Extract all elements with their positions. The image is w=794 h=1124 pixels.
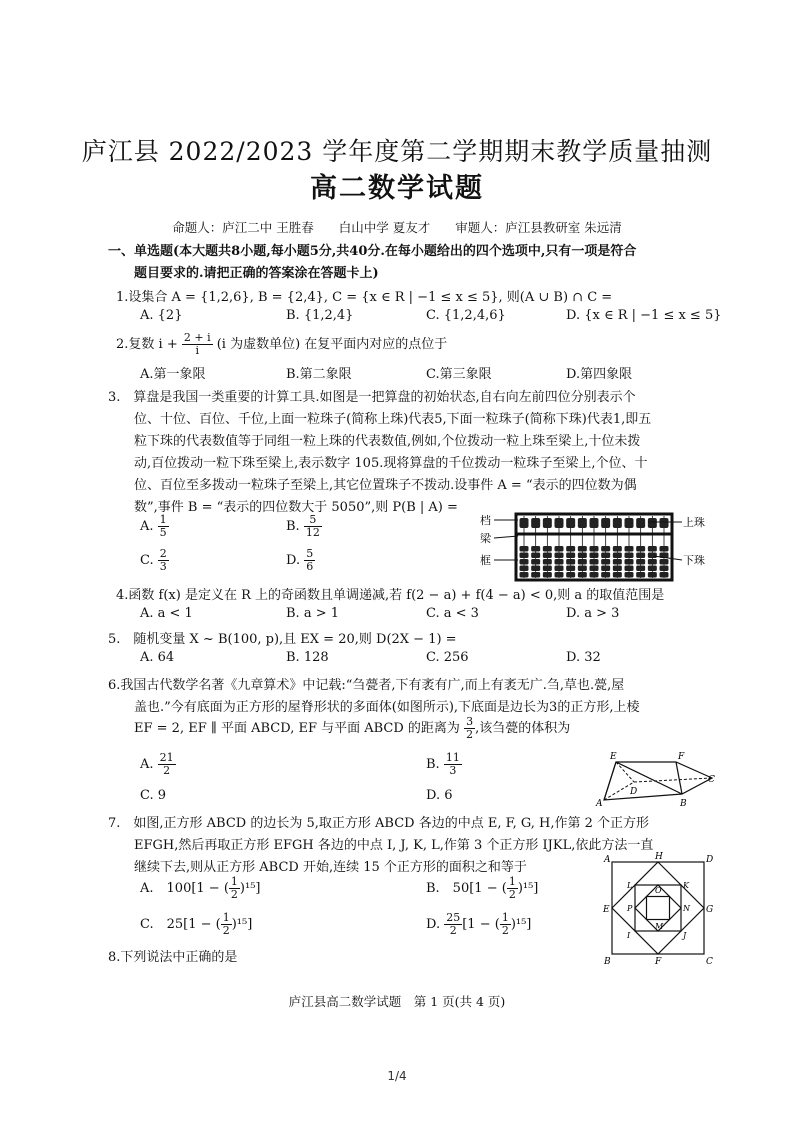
q3-line2: 位、十位、百位、千位,上面一粒珠子(简称上珠)代表5,下面一粒珠子(简称下珠)代表1,即五 [134, 412, 652, 427]
abacus-lower-bead [520, 546, 529, 552]
abacus-lower-bead [613, 566, 622, 572]
q6-b-den: 3 [449, 764, 457, 777]
q7-a-half-den: 2 [230, 888, 238, 901]
abacus-figure [478, 510, 718, 584]
q7-option-c [140, 912, 252, 937]
q7-d-half-num: 1 [501, 911, 509, 924]
abacus-lower-bead [566, 553, 575, 559]
abacus-label-shangzhu: 上珠 [683, 516, 705, 529]
q7-b-pre: B. 50[1 − ( [426, 881, 507, 896]
abacus-label-liang: 梁 [480, 532, 491, 545]
square-label-a: A [604, 855, 611, 865]
q6-line3 [134, 716, 570, 741]
q2-frac-den: i [195, 344, 199, 357]
square-label-n: N [683, 904, 690, 913]
q2-fraction [182, 332, 213, 357]
abacus-lower-bead [555, 572, 564, 578]
q3-a-label: A. [140, 519, 154, 534]
q2-stem-post: (i 为虚数单位) 在复平面内对应的点位于 [216, 337, 448, 352]
abacus-lower-bead [555, 566, 564, 572]
page-number: 1/4 [387, 1069, 407, 1083]
q1-option-c: C. {1,2,4,6} [426, 308, 506, 323]
abacus-lower-bead [636, 546, 645, 552]
square-label-l: L [627, 881, 633, 890]
q5-option-b: B. 128 [286, 650, 329, 665]
q6-option-a [140, 752, 176, 777]
q3-option-c [140, 548, 169, 573]
abacus-lower-bead [578, 566, 587, 572]
q3-line1: 3. 算盘是我国一类重要的计算工具.如图是一把算盘的初始状态,自右向左前四位分别表示个 [108, 390, 636, 405]
q6-a-num: 21 [159, 751, 174, 764]
square-label-i: I [627, 931, 631, 940]
q7-option-a [140, 876, 260, 901]
q7-line1: 7. 如图,正方形 ABCD 的边长为 5,取正方形 ABCD 各边的中点 E, F, G, H,作第 2 个正方形 [108, 816, 650, 831]
q3-option-a [140, 514, 169, 539]
abacus-lower-bead [566, 566, 575, 572]
q7-a-post: )¹⁵] [239, 881, 261, 896]
abacus-lower-bead [590, 553, 599, 559]
abacus-lower-bead [578, 553, 587, 559]
q1-stem: 1.设集合 A = {1,2,6}, B = {2,4}, C = {x ∈ R | −1 ≤ x ≤ 5}, 则(A ∪ B) ∩ C = [116, 290, 613, 305]
q4-option-b: B. a > 1 [286, 606, 339, 621]
abacus-lower-bead [590, 546, 599, 552]
q1-option-d: D. {x ∈ R | −1 ≤ x ≤ 5} [566, 308, 722, 323]
q3-a-den: 5 [159, 526, 167, 539]
q3-a-num: 1 [159, 513, 167, 526]
square-label-e: E [603, 905, 610, 915]
abacus-lower-bead [636, 553, 645, 559]
q3-c-num: 2 [159, 547, 167, 560]
square-label-f: F [655, 957, 662, 966]
abacus-upper-bead [613, 518, 622, 528]
abacus-lower-bead [531, 559, 540, 565]
q6-b-num: 11 [445, 751, 460, 764]
abacus-lower-bead [578, 546, 587, 552]
abacus-upper-bead [590, 518, 599, 528]
q4-option-a: A. a < 1 [140, 606, 193, 621]
q7-option-b [426, 876, 538, 901]
abacus-lower-bead [543, 553, 552, 559]
abacus-lower-bead [613, 546, 622, 552]
q7-b-post: )¹⁵] [517, 881, 539, 896]
abacus-upper-bead [578, 518, 587, 528]
q7-c-pre: C. 25[1 − ( [140, 917, 221, 932]
q3-b-num: 5 [304, 514, 322, 527]
abacus-lower-bead [648, 566, 657, 572]
abacus-lower-bead [531, 566, 540, 572]
abacus-lower-bead [660, 546, 669, 552]
q3-b-label: B. [286, 519, 300, 534]
abacus-lower-bead [590, 572, 599, 578]
abacus-lower-bead [660, 559, 669, 565]
q3-option-b [286, 514, 322, 539]
abacus-lower-bead [520, 566, 529, 572]
abacus-lower-bead [601, 559, 610, 565]
q6-a-label: A. [140, 757, 154, 772]
q7-line2: EFGH,然后再取正方形 EFGH 各边的中点 I, J, K, L,作第 3 个正方形 IJKL,依此方法一直 [134, 838, 654, 853]
abacus-upper-bead [531, 518, 540, 528]
section-heading-line1: 一、单选题(本大题共8小题,每小题5分,共40分.在每小题给出的四个选项中,只有一项是符合 [108, 244, 637, 259]
abacus-lower-bead [531, 553, 540, 559]
abacus-lower-bead [648, 559, 657, 565]
q3-line6: 数”,事件 B = “表示的四位数大于 5050”,则 P(B | A) = [134, 500, 458, 515]
abacus-lower-bead [601, 553, 610, 559]
q5-stem: 5. 随机变量 X ~ B(100, p),且 EX = 20,则 D(2X − 1) = [108, 632, 457, 647]
q2-stem [116, 332, 447, 357]
abacus-lower-bead [566, 559, 575, 565]
q2-option-c: C.第三象限 [426, 367, 492, 382]
chumeng-label-f: F [678, 752, 685, 762]
q7-c-half-num: 1 [222, 911, 230, 924]
square-label-g: G [706, 905, 714, 915]
chumeng-label-b: B [680, 799, 687, 809]
square-label-c: C [706, 957, 713, 966]
abacus-upper-bead [636, 518, 645, 528]
q3-d-label: D. [286, 553, 301, 568]
page-footer: 庐江县高二数学试题 第 1 页(共 4 页) [288, 994, 506, 1009]
q6-option-d: D. 6 [426, 788, 453, 803]
square-label-h: H [655, 852, 663, 862]
q4-option-c: C. a < 3 [426, 606, 479, 621]
abacus-lower-bead [636, 559, 645, 565]
q2-frac-num: 2 + i [183, 331, 211, 344]
abacus-lower-bead [636, 566, 645, 572]
q7-option-d [426, 912, 531, 937]
q3-d-den: 6 [306, 560, 314, 573]
q3-b-den: 12 [305, 526, 320, 539]
q4-option-d: D. a > 3 [566, 606, 620, 621]
nested-squares-figure [600, 852, 716, 966]
q7-d-half-den: 2 [501, 924, 509, 937]
q5-option-c: C. 256 [426, 650, 469, 665]
q7-line3: 继续下去,则从正方形 ABCD 开始,连续 15 个正方形的面积之和等于 [134, 860, 527, 875]
q6-option-b [426, 752, 462, 777]
q3-line3: 粒下珠的代表数值等于同组一粒上珠的代表数值,例如,个位拨动一粒上珠至梁上,十位未拨 [134, 434, 641, 449]
abacus-lower-bead [648, 553, 657, 559]
square-label-o: O [655, 886, 662, 895]
q3-line4: 动,百位拨动一粒下珠至梁上,表示数字 105.现将算盘的千位拨动一粒珠子至梁上,个位、十 [134, 456, 648, 471]
chumeng-polyhedron-figure [594, 750, 718, 810]
q7-a-pre: A. 100[1 − ( [140, 881, 229, 896]
abacus-upper-bead [520, 518, 529, 528]
q2-stem-pre: 2.复数 i + [116, 337, 178, 352]
exam-subtitle: 高二数学试题 [310, 173, 484, 204]
q6-line3-post: ,该刍甍的体积为 [475, 721, 571, 736]
chumeng-label-d: D [630, 787, 638, 797]
q7-b-half-den: 2 [508, 888, 516, 901]
q5-option-a: A. 64 [140, 650, 175, 665]
abacus-lower-bead [601, 546, 610, 552]
q7-c-half-den: 2 [222, 924, 230, 937]
q3-c-den: 3 [159, 560, 167, 573]
q6-line1: 6.我国古代数学名著《九章算术》中记载:“刍甍者,下有袤有广,而上有袤无广.刍,草也.甍,屋 [108, 678, 625, 693]
abacus-lower-bead [613, 572, 622, 578]
abacus-lower-bead [625, 546, 634, 552]
abacus-lower-bead [543, 546, 552, 552]
abacus-lower-bead [531, 546, 540, 552]
abacus-upper-bead [601, 518, 610, 528]
abacus-lower-bead [555, 559, 564, 565]
q1-option-b: B. {1,2,4} [286, 308, 354, 323]
q6-line2: 盖也.”今有底面为正方形的屋脊形状的多面体(如图所示),下底面是边长为3的正方形,上棱 [134, 700, 640, 715]
q7-c-post: )¹⁵] [231, 917, 253, 932]
abacus-lower-bead [625, 553, 634, 559]
abacus-label-xiazhu: 下珠 [683, 554, 705, 567]
abacus-lower-bead [625, 559, 634, 565]
square-label-p: P [627, 904, 633, 913]
abacus-lower-bead [648, 546, 657, 552]
q6-line3-den: 2 [466, 728, 474, 741]
abacus-lower-bead [566, 546, 575, 552]
abacus-lower-bead [601, 572, 610, 578]
abacus-lower-bead [566, 572, 575, 578]
q6-line3-pre: EF = 2, EF ∥ 平面 ABCD, EF 与平面 ABCD 的距离为 [134, 721, 460, 736]
abacus-lower-bead [625, 572, 634, 578]
abacus-lower-bead [625, 566, 634, 572]
abacus-lower-bead [601, 566, 610, 572]
q7-a-half-num: 1 [230, 875, 238, 888]
abacus-upper-bead [555, 518, 564, 528]
abacus-lower-bead [613, 559, 622, 565]
abacus-lower-bead [590, 559, 599, 565]
q3-c-label: C. [140, 553, 154, 568]
square-label-m: M [655, 922, 664, 931]
q7-d-den: 2 [449, 924, 457, 937]
q5-option-d: D. 32 [566, 650, 601, 665]
abacus-lower-bead [636, 572, 645, 578]
q7-d-label: D. [426, 917, 441, 932]
q8-stem: 8.下列说法中正确的是 [108, 950, 238, 965]
abacus-lower-bead [648, 572, 657, 578]
exam-title: 庐江县 2022/2023 学年度第二学期期末教学质量抽测 [81, 137, 713, 166]
abacus-lower-bead [543, 566, 552, 572]
q7-d-num: 25 [446, 911, 461, 924]
abacus-lower-bead [660, 566, 669, 572]
q6-option-c: C. 9 [140, 788, 167, 803]
abacus-lower-bead [590, 566, 599, 572]
section-heading-line2: 题目要求的.请把正确的答案涂在答题卡上) [134, 266, 379, 281]
abacus-label-kuang: 框 [480, 554, 491, 567]
abacus-lower-bead [660, 572, 669, 578]
q3-line5: 位、百位至多拨动一粒珠子至梁上,其它位置珠子不拨动.设事件 A = “表示的四位数为偶 [134, 478, 637, 493]
chumeng-label-e: E [610, 752, 617, 762]
square-label-j: J [683, 931, 687, 940]
q2-option-a: A.第一象限 [140, 367, 206, 382]
square-label-k: K [683, 881, 689, 890]
abacus-lower-bead [555, 553, 564, 559]
q2-option-b: B.第二象限 [286, 367, 352, 382]
q6-b-label: B. [426, 757, 440, 772]
abacus-lower-bead [520, 559, 529, 565]
q1-option-a: A. {2} [140, 308, 183, 323]
q7-d-pre: [1 − ( [462, 917, 500, 932]
abacus-lower-bead [578, 559, 587, 565]
square-label-b: B [604, 957, 611, 966]
q3-option-d [286, 548, 315, 573]
abacus-label-dang: 档 [480, 514, 491, 527]
abacus-lower-bead [531, 572, 540, 578]
square-label-d: D [706, 855, 714, 865]
q6-line3-num: 3 [466, 715, 474, 728]
abacus-lower-bead [555, 546, 564, 552]
abacus-upper-bead [566, 518, 575, 528]
abacus-upper-bead [543, 518, 552, 528]
abacus-lower-bead [613, 553, 622, 559]
q7-b-half-num: 1 [508, 875, 516, 888]
abacus-lower-bead [520, 572, 529, 578]
abacus-upper-bead [625, 518, 634, 528]
q7-d-post: )¹⁵] [510, 917, 532, 932]
authors-line: 命题人：庐江二中 王胜春 白山中学 夏友才 审题人：庐江县教研室 朱远清 [172, 220, 622, 235]
abacus-lower-bead [578, 572, 587, 578]
q4-stem: 4.函数 f(x) 是定义在 R 上的奇函数且单调递减,若 f(2 − a) + f(4 − a) < 0,则 a 的取值范围是 [116, 588, 665, 603]
chumeng-label-c: C [708, 775, 715, 785]
abacus-lower-bead [543, 559, 552, 565]
abacus-lower-bead [543, 572, 552, 578]
chumeng-label-a: A [596, 799, 603, 809]
q6-a-den: 2 [163, 764, 171, 777]
abacus-upper-bead [648, 518, 657, 528]
q3-d-num: 5 [306, 547, 314, 560]
q2-option-d: D.第四象限 [566, 367, 633, 382]
abacus-upper-bead [660, 518, 669, 528]
abacus-lower-bead [520, 553, 529, 559]
